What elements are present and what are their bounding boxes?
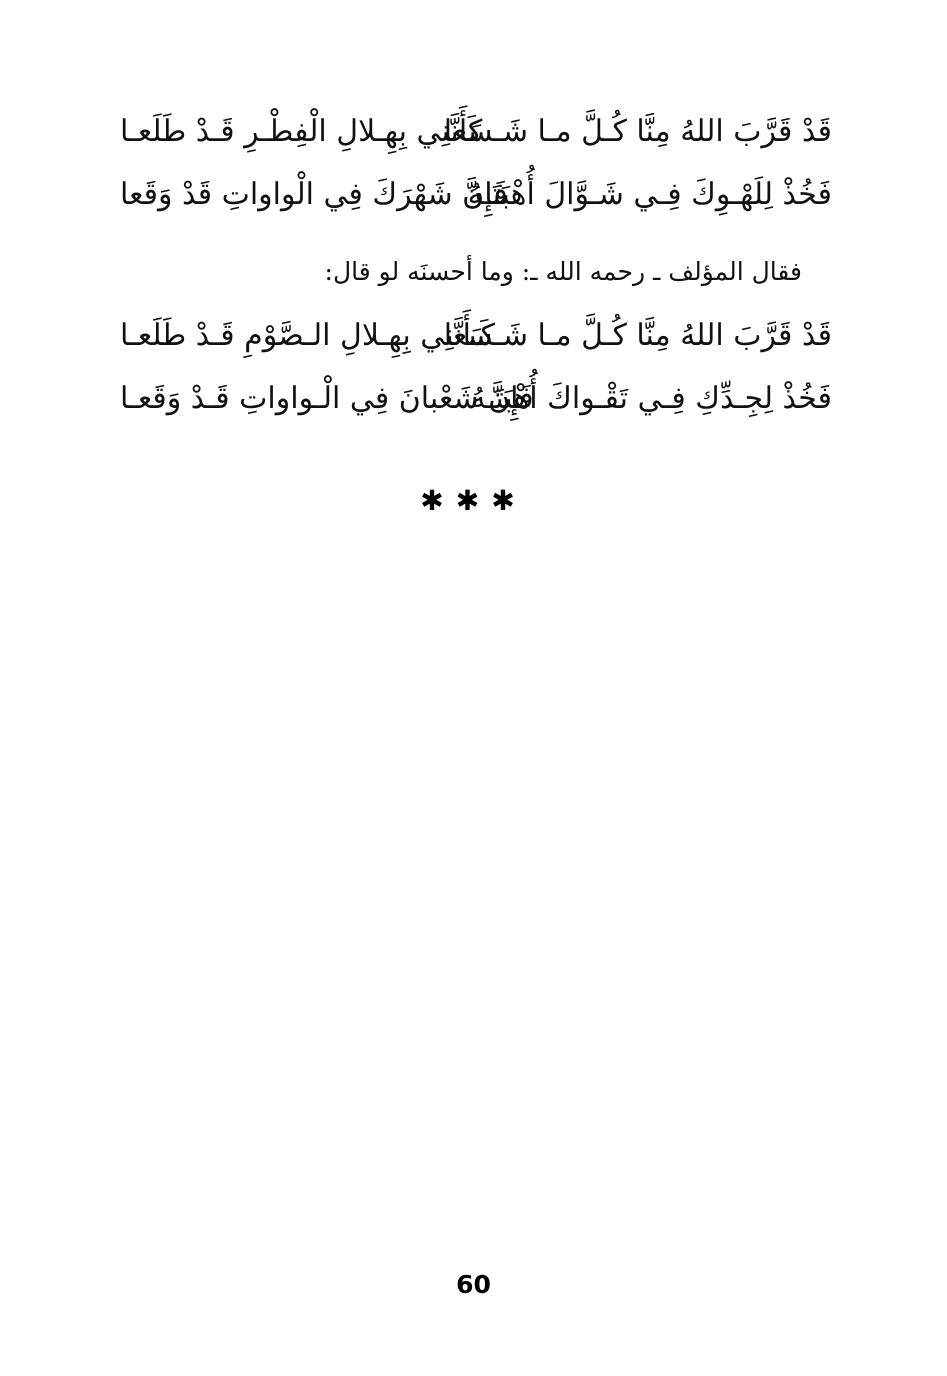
verse-first-hemistich: قَدْ قَرَّبَ اللهُ مِنَّا كُـلَّ مـا شَـسَعا (443, 114, 832, 149)
verse-first-hemistich: فَخُذْ لِجِـدِّكِ فِـي تَقْـواكَ أُهْبَتَـهُ (470, 381, 832, 416)
poem-1-verse-2 (120, 165, 832, 225)
verse-first-hemistich: فَخُذْ لِلَهْـوِكَ فِـي شَـوَّالَ أُهْبَتَـهُ (467, 177, 832, 212)
poem-1-verse-1 (120, 102, 832, 162)
verse-second-hemistich: كَأَنَّنِي بِهِـلالِ الْفِطْـرِ قَـدْ طَلَعـا (120, 114, 483, 149)
poem-2-verse-2 (120, 369, 832, 429)
author-note: فقال المؤلف ـ رحمه الله ـ: وما أحسنَه لو قال: (324, 257, 802, 286)
page-number: 60 (456, 1270, 491, 1299)
verse-second-hemistich: فَإِنَّ شَعْبانَ فِي الْـواواتِ قَـدْ وَقَعـا (120, 381, 534, 416)
verse-second-hemistich: كَـأَنَّنِي بِهِـلالِ الـصَّوْمِ قَـدْ طَلَعـا (120, 318, 495, 353)
verse-second-hemistich: فَإِنَّ شَهْرَكَ فِي الْواواتِ قَدْ وَقَعا (120, 177, 508, 212)
verse-first-hemistich: قَدْ قَرَّبَ اللهُ مِنَّا كُـلَّ مـا شَـسَعا (443, 318, 832, 353)
poem-2-verse-1 (120, 306, 832, 366)
section-separator: ✱✱✱ (420, 484, 527, 517)
